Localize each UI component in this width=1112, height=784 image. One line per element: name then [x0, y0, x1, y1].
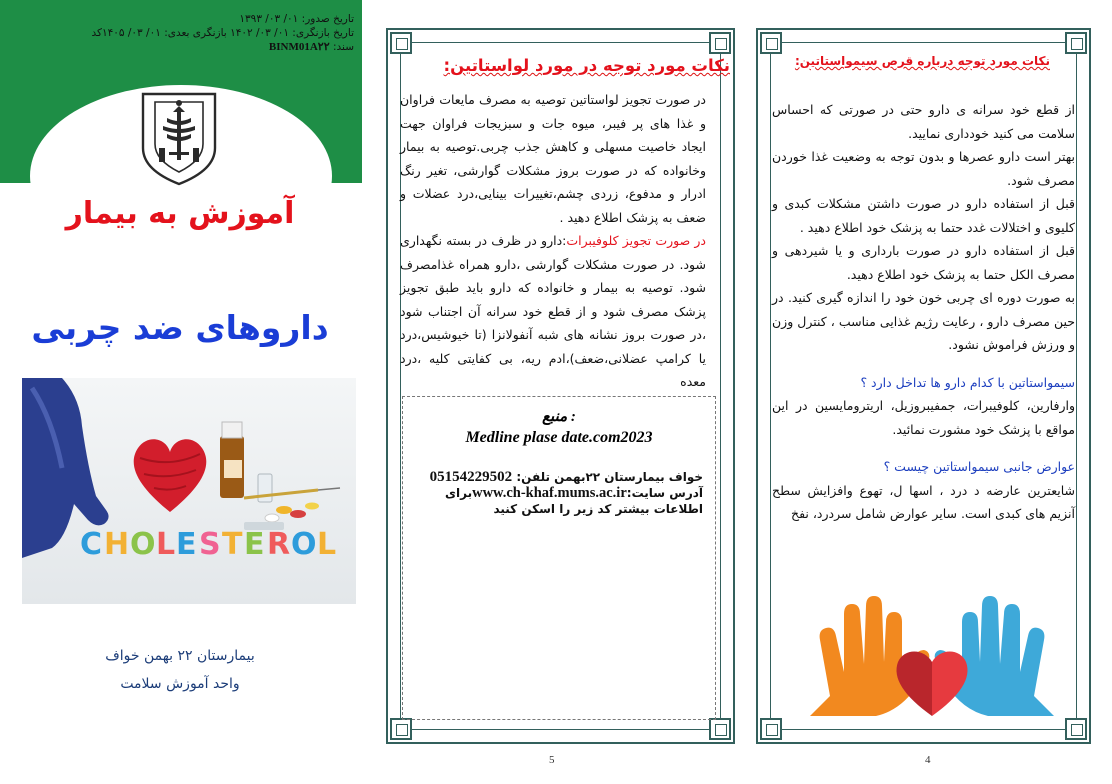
lovastatin-body [400, 88, 706, 394]
bullet-item: بهتر است دارو عصرها و بدون توجه به وضعیت غذا خوردن مصرف شود. [772, 149, 1075, 188]
document-code: سند: BINM01A۲۲ [268, 41, 354, 53]
svg-text:O: O [130, 527, 156, 562]
side-effects-question: عوارض جانبی سیمواستاتین چیست ؟ [883, 459, 1075, 474]
revision-date: تاریخ بازنگری: ۰۱/ ۰۳/ ۱۴۰۲ بازنگری بعدی: ۰۱/ ۰۳/ ۱۴۰۵کد [91, 27, 354, 39]
svg-text:H: H [104, 527, 130, 562]
simvastatin-title: نکات مورد توجه درباره قرص سیمواستاتین: [794, 54, 1050, 68]
issue-date: تاریخ صدور: ۰۱/ ۰۳/ ۱۳۹۳ [239, 13, 354, 25]
lovastatin-paragraph: در صورت تجویز لواستاتین توصیه به مصرف مایعات فراوان و غذا های پر فیبر، میوه جات و سبزیجات فراوان جهت ایجاد خاصیت مسهلی و کاهش جذب چربی.توصیه به بیمار وخانواده که در صورت بروز مشکلات گوارشی، تغیر رنگ ادرار و مدفوع، زردی چشم،تغییرات بینایی،درد عضلات و ضعف به پزشک اطلاع دهید . [400, 92, 706, 225]
svg-text:R: R [267, 527, 291, 562]
side-effects-answer: شایعترین عارضه د درد ، اسها ل، تهوع وافزایش سطح آنزیم های کبدی است. سایر عوارض شامل سردرد، نفخ [772, 482, 1075, 521]
bullet-item: قبل از استفاده دارو در صورت داشتن مشکلات کبدی و کلیوی و اختلالات غدد حتما به پزشک خود اطلاع دهید . [772, 196, 1075, 235]
contact-info [411, 469, 703, 517]
bullet-item: قبل از استفاده دارو در صورت بارداری و یا شیردهی و مصرف الکل حتما به پزشک خود اطلاع دهید. [772, 243, 1075, 282]
svg-text:L: L [317, 527, 337, 562]
phone-line: خواف بیمارستان ۲۲بهمن تلفن: 05154229502 [429, 469, 703, 485]
svg-text:L: L [156, 527, 176, 562]
svg-text:دانشگاه علوم پزشکی مشهد [178, 187, 180, 188]
website-line: آدرس سایت:www.ch-khaf.mums.ac.irبرای [445, 485, 703, 501]
clofibrate-paragraph: در صورت تجویز کلوفیبرات:دارو در ظرف در بسته نگهداری شود. در صورت مشکلات گوارشی ،دارو همراه غذامصرف شود. توصیه به بیمار و خانواده که دارو باید طبق تجویز پزشک مصرف شود و از قطع خود سرانه آن اجتناب شود ،در صورت بروز نشانه های شبه آنفولانزا (تا خیوشیس،درد یا کرامپ عضلانی،ضعف)،ادم ریه، بی کفایتی کلیه ،درد معده [400, 233, 706, 389]
source-reference: Medline plase date.com2023 [465, 429, 653, 446]
frame-corner [709, 718, 731, 740]
website-link[interactable]: www.ch-khaf.mums.ac.ir [472, 485, 627, 501]
frame-corner [1065, 32, 1087, 54]
simvastatin-body [772, 98, 1075, 526]
bullet-item: از قطع خود سرانه ی دارو حتی در صورتی که احساس سلامت می کنید خودداری نمایید. [772, 102, 1075, 141]
page-number: 4 [925, 754, 931, 766]
svg-text:O: O [291, 527, 317, 562]
frame-corner [390, 32, 412, 54]
cover-panel [0, 0, 362, 784]
svg-text:C: C [80, 527, 103, 562]
interactions-question: سیمواستاتین با کدام دارو ها تداخل دارد ؟ [860, 374, 1075, 390]
cholesterol-photo [22, 378, 356, 604]
svg-text:E: E [244, 527, 265, 562]
hospital-name: بیمارستان ۲۲ بهمن خواف [105, 648, 255, 664]
frame-corner [1065, 718, 1087, 740]
lipid-drugs-title: داروهای ضد چربی [31, 308, 329, 347]
interactions-answer: وارفارین، کلوفیبرات، جمفیبروزیل، اریترومایسین در این مواقع با پزشک خود مشورت نمائید. [772, 398, 1075, 437]
source-box [402, 396, 716, 720]
patient-education-title: آموزش به بیمار [65, 196, 295, 231]
frame-corner [760, 718, 782, 740]
scan-instruction: اطلاعات بیشتر کد زیر را اسکن کنید [493, 502, 703, 516]
health-education-unit: واحد آموزش سلامت [120, 676, 240, 692]
clofibrate-heading: در صورت تجویز کلوفیبرات [566, 233, 706, 248]
frame-corner [390, 718, 412, 740]
hands-heart-icon [806, 592, 1058, 722]
svg-text:S: S [199, 527, 221, 562]
bullet-item: به صورت دوره ای چربی خون خود را اندازه گیری کنید. در حین مصرف دارو ، رعایت رژیم غذایی مناسب ، کنترل وزن و ورزش فراموش نشود. [772, 290, 1075, 352]
svg-text:E: E [176, 527, 197, 562]
phone-number: 05154229502 [429, 469, 513, 485]
svg-text:T: T [222, 527, 243, 562]
source-label: منبع : [542, 409, 576, 425]
frame-corner [709, 32, 731, 54]
university-logo [133, 88, 225, 188]
lovastatin-title: نکات مورد توجه در مورد لواستاتین: [443, 56, 730, 75]
document-meta [24, 12, 354, 54]
page-number: 5 [549, 754, 555, 766]
cholesterol-illustration [22, 378, 356, 604]
frame-corner [760, 32, 782, 54]
